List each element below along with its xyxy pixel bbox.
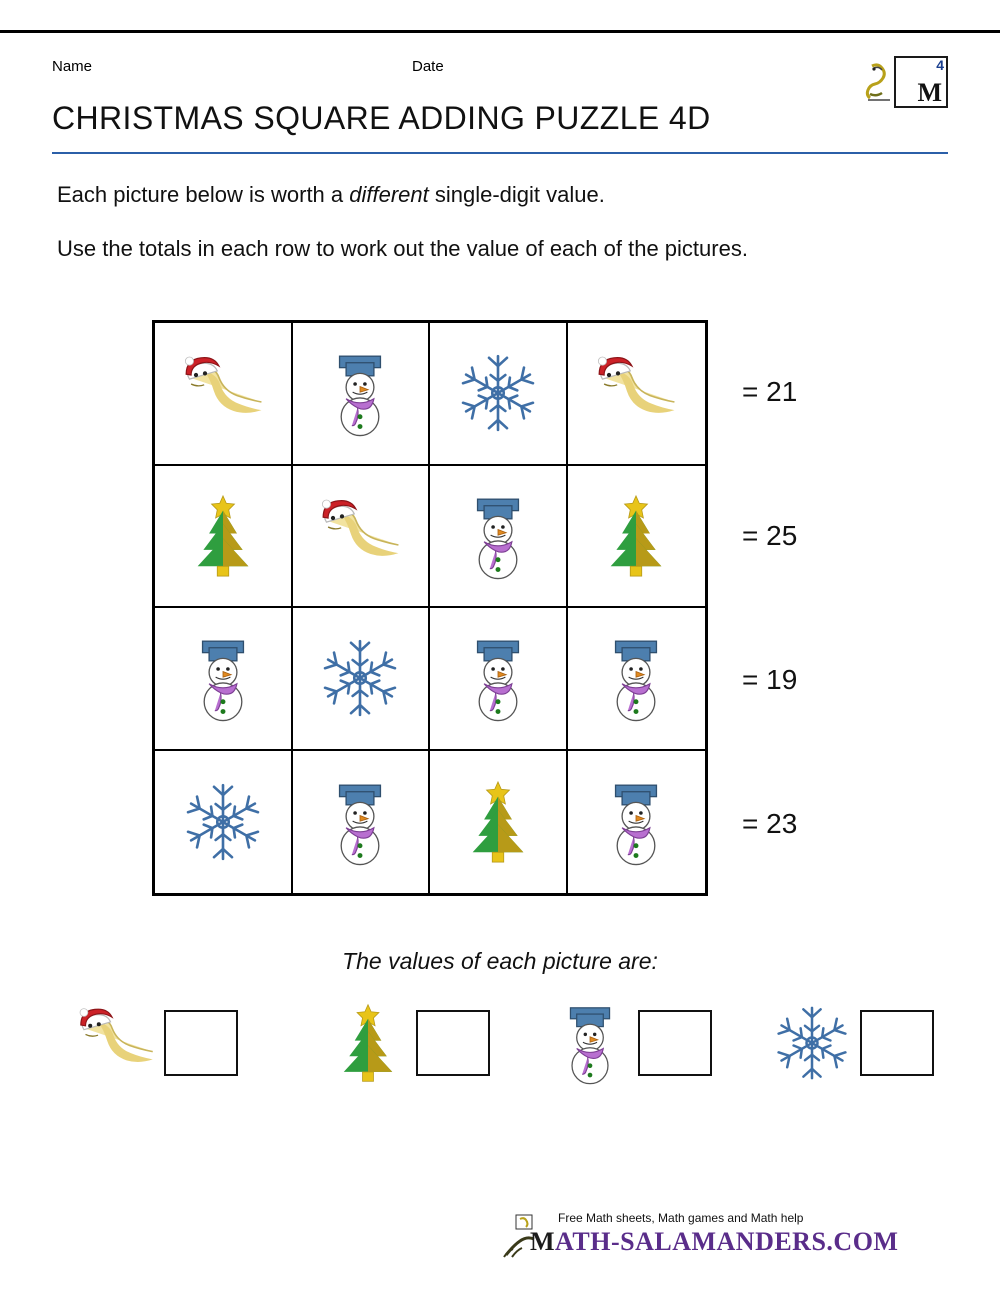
puzzle-cell [430,466,568,609]
footer [0,1205,1000,1270]
puzzle-cell [155,466,293,609]
answer-group [542,995,732,1091]
top-rule [0,30,1000,33]
snowman-icon [453,491,543,581]
values-caption: The values of each picture are: [342,948,658,974]
instruction-line-2: Use the totals in each row to work out the value of each of the pictures. [57,236,748,261]
answer-box-snowman[interactable] [638,1010,712,1076]
snowman-icon [178,633,268,723]
answer-box-tree[interactable] [416,1010,490,1076]
puzzle-cell [568,608,706,751]
puzzle-cell [430,608,568,751]
instruction-1-part-a: Each picture below is worth a [57,182,350,207]
snowman-icon [453,633,543,723]
answer-group [320,995,510,1091]
puzzle-cell [293,323,431,466]
grade-number: 4 [936,57,944,73]
puzzle-cell [155,751,293,894]
worm-icon [591,348,681,438]
snowman-icon [591,777,681,867]
puzzle-cell [293,466,431,609]
worm-icon [178,348,268,438]
puzzle-cell [568,466,706,609]
name-label: Name [52,58,93,75]
tree-icon [453,777,543,867]
snowflake-icon [315,633,405,723]
answer-box-snowflake[interactable] [860,1010,934,1076]
puzzle-cell [155,323,293,466]
worm-icon [315,491,405,581]
instruction-1-emphasis: different [349,182,429,207]
snowflake-icon [764,997,860,1089]
row-total: = 23 [742,808,798,839]
logo-letter: M [917,78,942,107]
puzzle-cell [568,751,706,894]
footer-tagline: Free Math sheets, Math games and Math help [558,1211,804,1225]
snowman-icon [315,777,405,867]
meta-row [52,58,852,80]
tree-icon [320,997,416,1089]
answer-box-worm[interactable] [164,1010,238,1076]
snowflake-icon [178,777,268,867]
row-total: = 19 [742,664,798,695]
puzzle-cell [293,751,431,894]
row-total: = 25 [742,520,798,551]
puzzle-cell [430,751,568,894]
answer-group [764,995,954,1091]
puzzle-cell [430,323,568,466]
puzzle-cell [568,323,706,466]
answer-row [52,995,948,1095]
tree-icon [178,491,268,581]
footer-url[interactable] [530,1227,898,1257]
puzzle-cell [155,608,293,751]
footer-url-rest: ATH-SALAMANDERS.COM [555,1227,899,1256]
row-total: = 21 [742,376,798,407]
puzzle-grid [152,320,708,896]
snowflake-icon [453,348,543,438]
instruction-1-part-b: single-digit value. [428,182,605,207]
snowman-icon [315,348,405,438]
date-label: Date [412,58,444,75]
snowman-icon [591,633,681,723]
row-totals [730,320,890,896]
footer-url-initial: M [530,1227,556,1256]
salamander-mascot-icon [862,60,896,104]
page-title: CHRISTMAS SQUARE ADDING PUZZLE 4D [52,100,711,136]
snowman-icon [542,997,638,1089]
tree-icon [591,491,681,581]
title-underline [52,152,948,154]
puzzle-cell [293,608,431,751]
answer-group [68,995,258,1091]
instruction-line-1 [57,182,605,208]
grade-badge [862,56,948,108]
worm-icon [68,997,164,1089]
